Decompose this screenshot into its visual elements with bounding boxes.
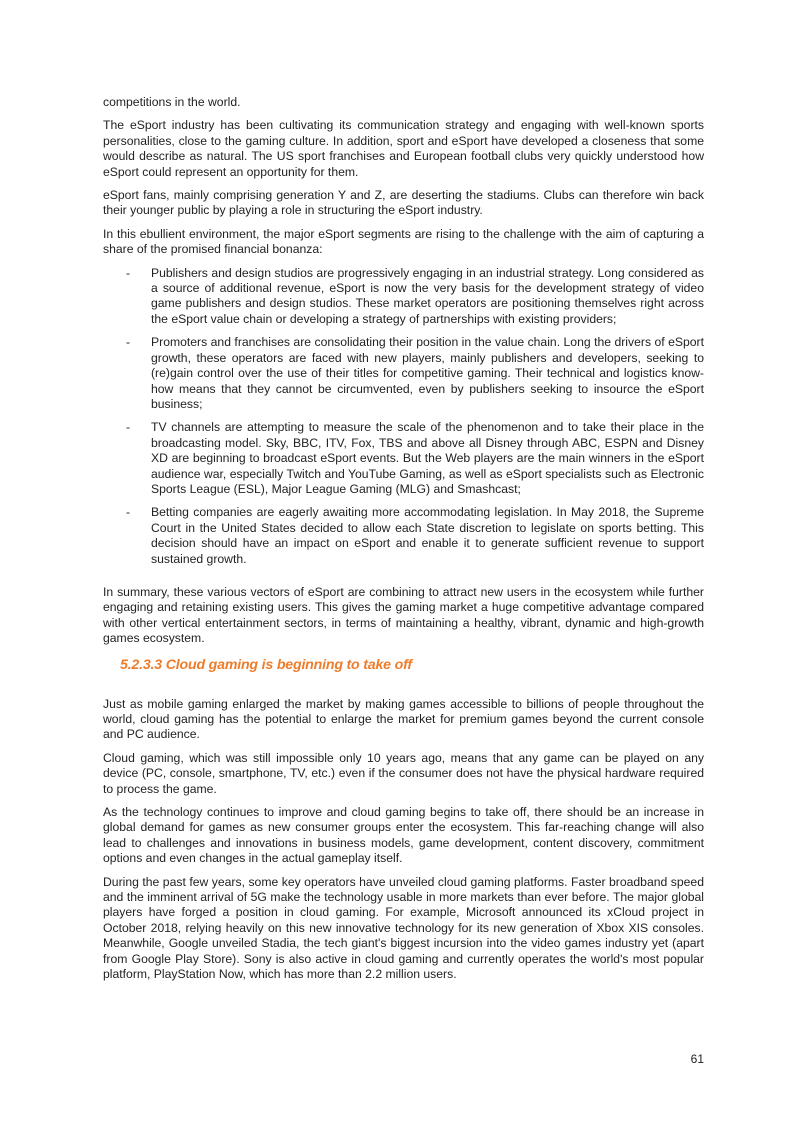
bullet-dash: - bbox=[126, 265, 131, 280]
page-number: 61 bbox=[690, 1052, 704, 1066]
list-item-tv-channels bbox=[103, 420, 704, 497]
list-item-publishers bbox=[103, 266, 704, 328]
bullet-dash: - bbox=[126, 420, 131, 435]
list-item-text: Publishers and design studios are progressively engaging in an industrial strategy. Long considered as a source of additional revenue, eSport is now the very basis for the development strategy of video game publishers and design studios. These market operators are positioning themselves right across the eSport value chain or developing a strategy of partnerships with existing providers; bbox=[151, 265, 704, 326]
list-item-text: Betting companies are eagerly awaiting more accommodating legislation. In May 2018, the Supreme Court in the United States decided to allow each State discretion to legislate on sports betting. This decision should have an impact on eSport and enable it to generate sufficient revenue to support sustained growth. bbox=[151, 505, 704, 566]
section-heading: 5.2.3.3 Cloud gaming is beginning to take off bbox=[120, 656, 412, 673]
paragraph-esport-fans: eSport fans, mainly comprising generation Y and Z, are deserting the stadiums. Clubs can therefore win back their younger public by playing a role in structuring the eSport industry. bbox=[103, 188, 704, 218]
paragraph-communication-strategy: The eSport industry has been cultivating its communication strategy and engaging with well-known sports personalities, close to the gaming culture. In addition, sport and eSport have developed a closeness that some would describe as natural. The US sport franchises and European football clubs very quickly understood how eSport could represent an opportunity for them. bbox=[103, 118, 704, 179]
paragraph-continuation: competitions in the world. bbox=[103, 95, 241, 109]
paragraph-summary: In summary, these various vectors of eSport are combining to attract new users in the ecosystem while further engaging and retaining existing users. This gives the gaming market a huge competitive advantage compared with other vertical entertainment sectors, in terms of maintaining a healthy, vibrant, dynamic and high-growth games ecosystem. bbox=[103, 584, 704, 646]
paragraph-mobile-gaming: Just as mobile gaming enlarged the market by making games accessible to billions of people throughout the world, cloud gaming has the potential to enlarge the market for premium games beyond the current console and PC audience. bbox=[103, 696, 704, 742]
segment-list bbox=[103, 266, 704, 567]
page-body bbox=[103, 95, 704, 991]
bullet-dash: - bbox=[126, 505, 131, 520]
paragraph-technology-improves: As the technology continues to improve and cloud gaming begins to take off, there should be an increase in global demand for games as new consumer groups enter the ecosystem. This far-reaching change will also lead to challenges and innovations in business models, game development, content discovery, commitment options and even changes in the actual gameplay itself. bbox=[103, 805, 704, 866]
list-item-betting bbox=[103, 505, 704, 567]
list-item-text: TV channels are attempting to measure the scale of the phenomenon and to take their place in the broadcasting model. Sky, BBC, ITV, Fox, TBS and above all Disney through ABC, ESPN and Disney XD are beginning to broadcast eSport events. But the Web players are the main winners in the eSport audience war, especially Twitch and YouTube Gaming, as well as eSport specialists such as Electronic Sports League (ESL), Major League Gaming (MLG) and Smashcast; bbox=[151, 420, 704, 496]
paragraph-cloud-definition: Cloud gaming, which was still impossible only 10 years ago, means that any game can be played on any device (PC, console, smartphone, TV, etc.) even if the consumer does not have the physical hardware required to process the game. bbox=[103, 750, 704, 796]
list-item-text: Promoters and franchises are consolidating their position in the value chain. Long the drivers of eSport growth, these operators are faced with new players, mainly publishers and developers, seeking to (re)gain control over the use of their titles for competitive gaming. Their technical and logistics know-how means that they cannot be circumvented, even by publishers seeking to insource the eSport business; bbox=[151, 335, 704, 411]
paragraph-ebullient-environment: In this ebullient environment, the major eSport segments are rising to the challenge with the aim of capturing a share of the promised financial bonanza: bbox=[103, 226, 704, 257]
paragraph-key-operators: During the past few years, some key operators have unveiled cloud gaming platforms. Faster broadband speed and the imminent arrival of 5G make the technology usable in more markets than ever before. The major global players have forged a position in cloud gaming. For example, Microsoft announced its xCloud project in October 2018, relying heavily on this new innovative technology for its new generation of Xbox XIS consoles. Meanwhile, Google unveiled Stadia, the tech giant's biggest incursion into the video games industry yet (apart from Google Play Store). Sony is also active in cloud gaming and currently operates the world's most popular platform, PlayStation Now, which has more than 2.2 million users. bbox=[103, 874, 704, 982]
bullet-dash: - bbox=[126, 335, 131, 350]
list-item-promoters bbox=[103, 335, 704, 412]
